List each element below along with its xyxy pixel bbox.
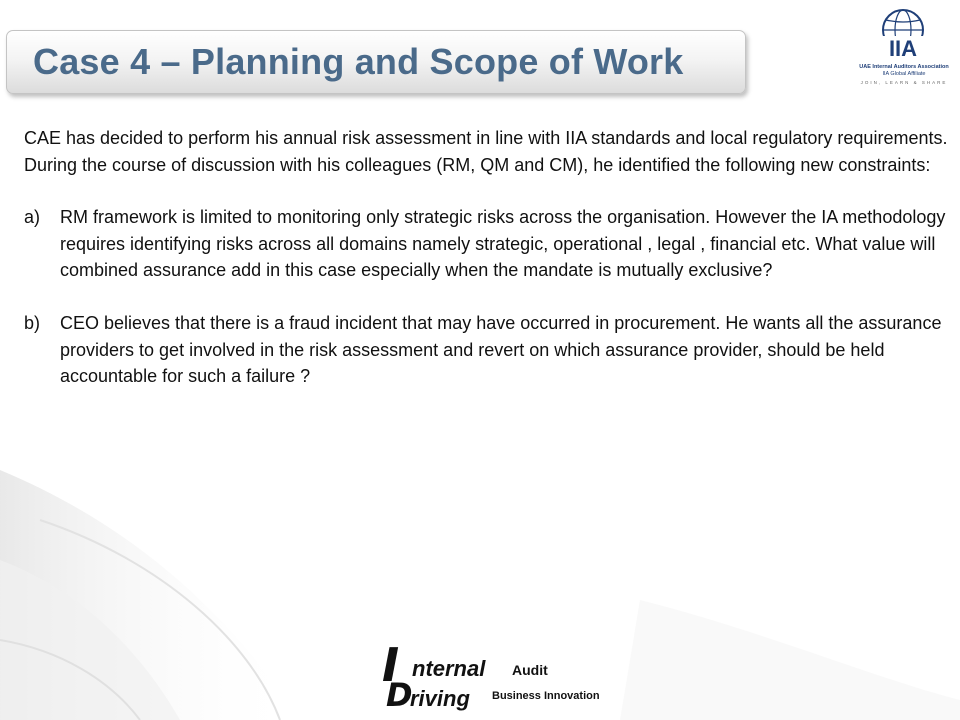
constraints-list <box>24 204 948 390</box>
list-item-text: RM framework is limited to monitoring only strategic risks across the organisation. However the IA methodology requires identifying risks across all domains namely strategic, operational , legal , financial etc. What value will combined assurance add in this case especially when the mandate is mutually exclusive? <box>60 207 946 280</box>
slide-title: Case 4 – Planning and Scope of Work <box>33 41 684 82</box>
title-bar <box>6 30 746 94</box>
intro-paragraph: CAE has decided to perform his annual risk assessment in line with IIA standards and local regulatory requirements. During the course of discussion with his colleagues (RM, QM and CM), he identified the following new constraints: <box>24 128 948 175</box>
brand-word-driving: riving <box>410 686 470 711</box>
brand-big-d: D <box>386 676 413 714</box>
list-item <box>24 204 948 284</box>
logo-line-3: JOIN, LEARN & SHARE <box>860 80 948 85</box>
brand-logo <box>382 638 642 716</box>
logo-line-1: UAE Internal Auditors Association <box>859 64 949 70</box>
list-item-text: CEO believes that there is a fraud incident that may have occurred in procurement. He wants all the assurance providers to get involved in the risk assessment and revert on which assurance provider, should be held accountable for such a failure ? <box>60 313 942 386</box>
globe-icon <box>868 8 938 64</box>
slide-body <box>24 125 948 416</box>
brand-word-internal: nternal <box>412 656 486 681</box>
list-marker: b) <box>24 313 41 333</box>
list-marker: a) <box>24 207 41 227</box>
logo-line-2: IIA Global Affiliate <box>882 71 926 77</box>
list-item <box>24 310 948 390</box>
logo-mark-text: IIA <box>888 36 918 61</box>
brand-word-business-innovation: Business Innovation <box>492 690 600 702</box>
iia-logo <box>848 8 960 90</box>
brand-word-audit: Audit <box>512 662 548 678</box>
brand-big-i: I <box>382 638 400 692</box>
